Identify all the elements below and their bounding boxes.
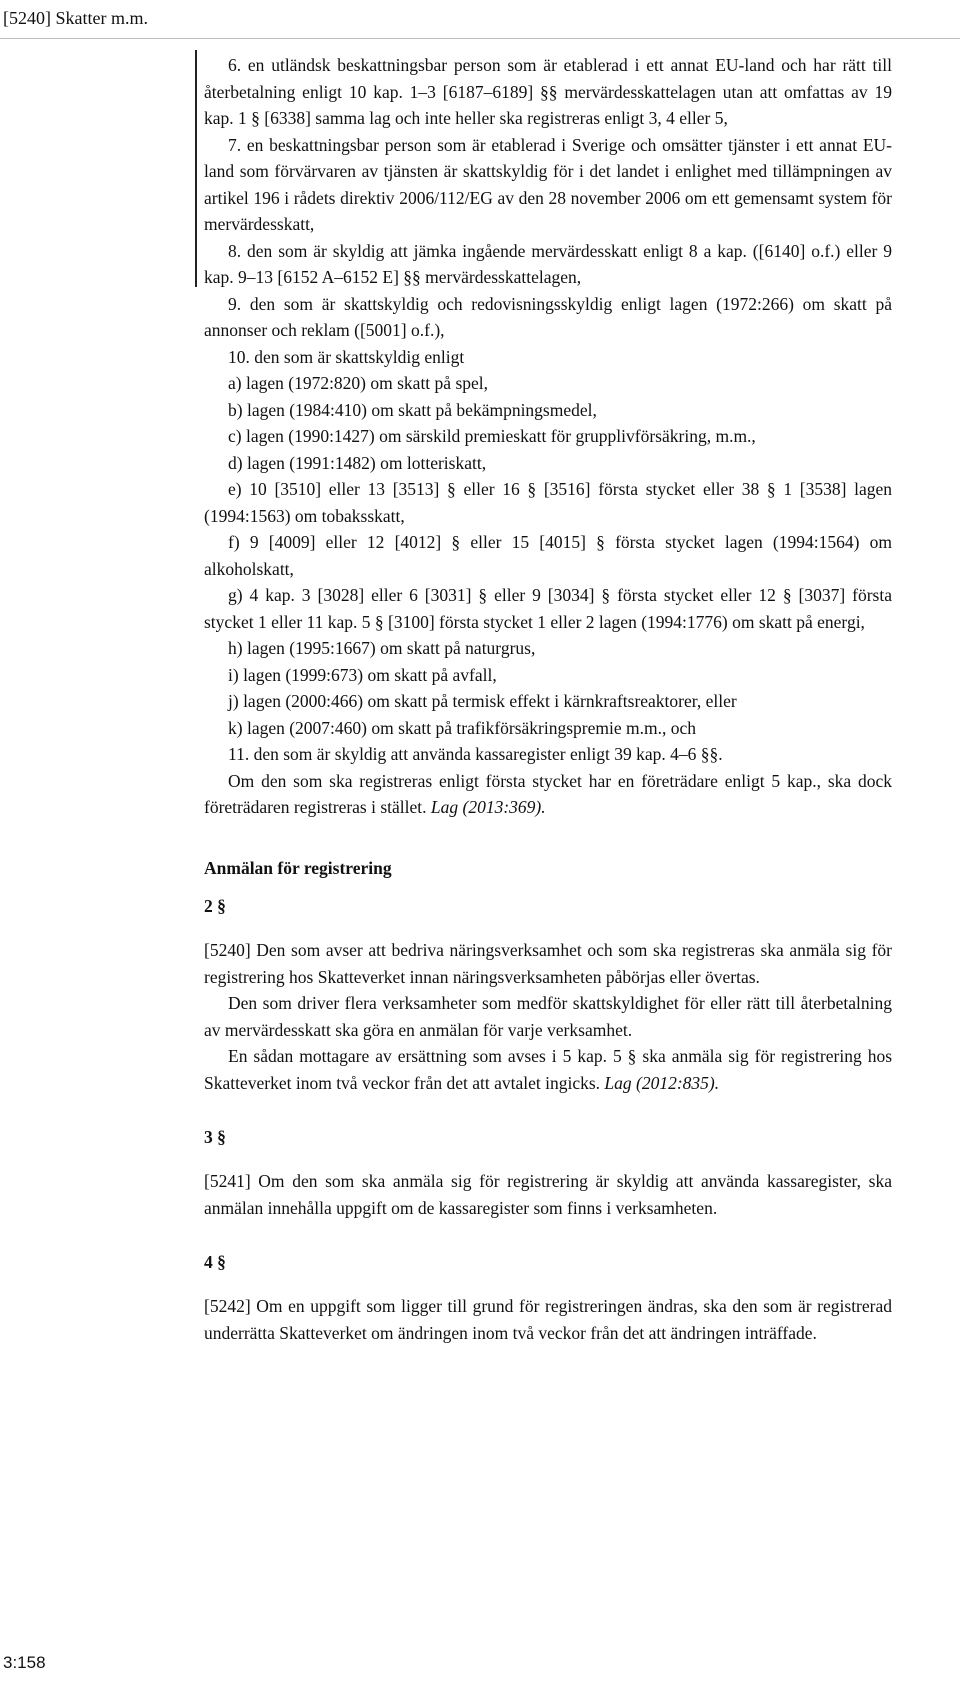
list-item-11: 11. den som är skyldig att använda kassaregister enligt 39 kap. 4–6 §§.: [228, 744, 723, 764]
section-paragraph: [5240] Den som avser att bedriva näringsverksamhet och som ska registreras ska anmäla sig för registrering hos Skatteverket innan näringsverksamheten påbörjas eller övertas.: [204, 940, 892, 987]
section-number: 2 §: [204, 896, 226, 916]
sub-item-b: b) lagen (1984:410) om skatt på bekämpningsmedel,: [228, 399, 597, 420]
section-paragraph: [5241] Om den som ska anmäla sig för registrering är skyldig att använda kassaregister, ska anmälan innehålla uppgift om de kassaregister som finns i verksamheten.: [204, 1171, 892, 1218]
section-heading: Anmälan för registrering: [204, 857, 392, 878]
law-reference: Lag (2012:835).: [604, 1072, 720, 1093]
list-item-7: 7. en beskattningsbar person som är etablerad i Sverige och omsätter tjänster i ett annat EU-land som förvärvaren av tjänsten är skattskyldig för i det landet i enlighet med tillämpningen av artikel 196 i rådets direktiv 2006/112/EG av den 28 november 2006 om ett gemensamt system för mervärdesskatt,: [204, 134, 892, 234]
section-paragraph: [5242] Om en uppgift som ligger till grund för registreringen ändras, ska den som är registrerad underrätta Skatteverket om ändringen inom två veckor från det att ändringen inträffade.: [204, 1296, 892, 1343]
sub-item-j: j) lagen (2000:466) om skatt på termisk effekt i kärnkraftsreaktorer, eller: [228, 691, 737, 711]
sub-item-a: a) lagen (1972:820) om skatt på spel,: [228, 373, 489, 393]
sub-item-e: e) 10 [3510] eller 13 [3513] § eller 16 § [3516] första stycket eller 38 § 1 [3538] lagen (1994:1563) om tobaksskatt,: [204, 479, 892, 526]
section-paragraph: Den som driver flera verksamheter som medför skattskyldighet för eller rätt till återbetalning av mervärdesskatt ska göra en anmälan för varje verksamhet.: [204, 993, 892, 1040]
document-body: [204, 52, 892, 1346]
sub-item-h: h) lagen (1995:1667) om skatt på naturgrus,: [228, 638, 536, 658]
sub-item-k: k) lagen (2007:460) om skatt på trafikförsäkringspremie m.m., och: [228, 717, 697, 738]
sub-item-i: i) lagen (1999:673) om skatt på avfall,: [228, 664, 497, 685]
list-item-9: 9. den som är skattskyldig och redovisningsskyldig enligt lagen (1972:266) om skatt på annonser och reklam ([5001] o.f.),: [204, 293, 892, 340]
section-number: 3 §: [204, 1127, 226, 1147]
section-paragraph-text: En sådan mottagare av ersättning som avses i 5 kap. 5 § ska anmäla sig för registrering hos Skatteverket inom två veckor från det att avtalet ingicks.: [204, 1046, 892, 1093]
section-paragraph: [204, 1043, 892, 1096]
list-item-8: 8. den som är skyldig att jämka ingående mervärdesskatt enligt 8 a kap. ([6140] o.f.) eller 9 kap. 9–13 [6152 A–6152 E] §§ mervärdesskattelagen,: [204, 240, 892, 287]
closing-text: Om den som ska registreras enligt första stycket har en företrädare enligt 5 kap., ska dock företrädaren registreras i stället.: [204, 770, 892, 817]
list-item-6: 6. en utländsk beskattningsbar person som är etablerad i ett annat EU-land och har rätt till återbetalning enligt 10 kap. 1–3 [6187–6189] §§ mervärdesskattelagen utan att omfattas av 19 kap. 1 § [6338] samma lag och inte heller ska registreras enligt 3, 4 eller 5,: [204, 55, 892, 128]
change-bar: [195, 50, 197, 287]
section-number: 4 §: [204, 1252, 226, 1272]
sub-item-f: f) 9 [4009] eller 12 [4012] § eller 15 [4015] § första stycket lagen (1994:1564) om alkoholskatt,: [204, 532, 892, 579]
closing-paragraph: [204, 768, 892, 821]
sub-item-d: d) lagen (1991:1482) om lotteriskatt,: [228, 452, 487, 473]
list-item-10: 10. den som är skattskyldig enligt: [228, 346, 465, 367]
law-reference: Lag (2013:369).: [430, 797, 546, 817]
page-header: [0, 0, 960, 39]
sub-item-g: g) 4 kap. 3 [3028] eller 6 [3031] § eller 9 [3034] § första stycket eller 12 § [3037] första stycket 1 eller 11 kap. 5 § [3100] första stycket 1 eller 2 lagen (1994:1776) om skatt på energi,: [204, 585, 892, 632]
sub-item-c: c) lagen (1990:1427) om särskild premieskatt för grupplivförsäkring, m.m.,: [228, 426, 756, 446]
page-number: 3:158: [3, 1653, 46, 1672]
running-header-title: [5240] Skatter m.m.: [3, 8, 148, 28]
